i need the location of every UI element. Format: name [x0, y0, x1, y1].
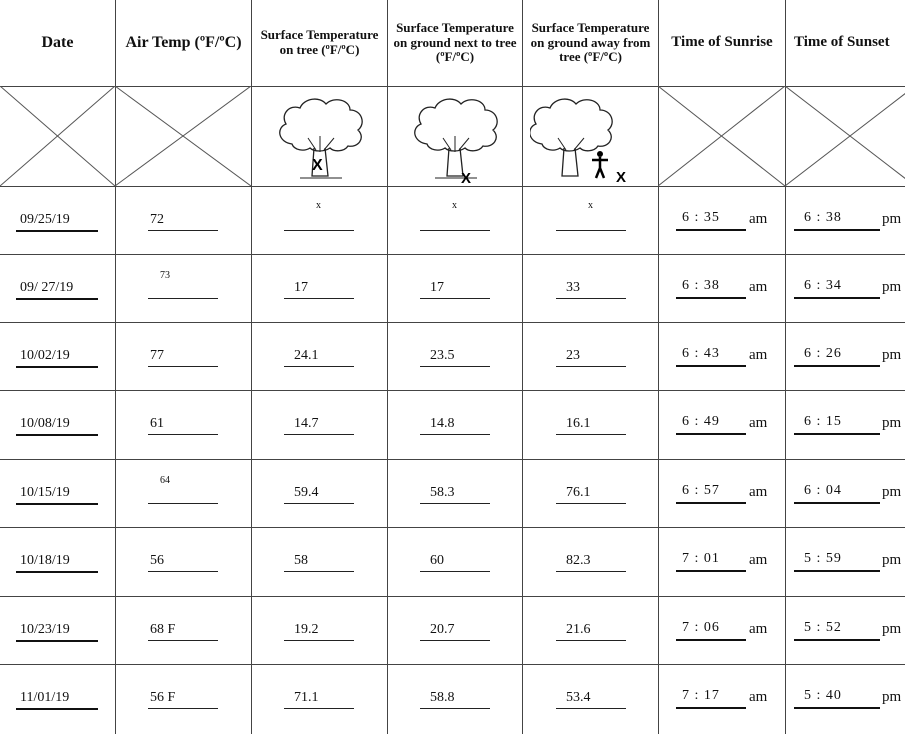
sunset-ampm: pm [882, 211, 902, 227]
air-temp-value: 68 F [150, 622, 176, 637]
sunset-underline [794, 570, 880, 572]
col-divider [387, 0, 388, 734]
crossed-cell-sunrise [658, 86, 785, 186]
surface-tree-underline [284, 708, 354, 709]
air-temp-underline [148, 366, 218, 367]
air-temp-underline [148, 640, 218, 641]
surface-tree-underline [284, 298, 354, 299]
sunrise-ampm: am [749, 211, 768, 227]
date-underline [16, 708, 98, 710]
crossed-cell-sunset [785, 86, 905, 186]
surface-away-underline [556, 298, 626, 299]
surface-tree-value: 19.2 [294, 622, 319, 637]
sunrise-time: 7 : 01 [682, 551, 720, 566]
ground-away-x-mark: X [616, 169, 627, 184]
surface-away-underline [556, 230, 626, 231]
sunrise-underline [676, 433, 746, 435]
sunrise-underline [676, 365, 746, 367]
sunrise-ampm: am [749, 279, 768, 295]
sunset-underline [794, 639, 880, 641]
sunset-ampm: pm [882, 347, 902, 363]
date-value: 10/08/19 [20, 416, 70, 431]
surface-next-value: 14.8 [430, 416, 455, 431]
air-temp-underline [148, 298, 218, 299]
surface-next-underline [420, 230, 490, 231]
air-temp-underline [148, 708, 218, 709]
date-value: 09/25/19 [20, 212, 70, 227]
air-temp-value: 64 [160, 475, 170, 486]
sunset-time: 6 : 26 [804, 346, 842, 361]
surface-tree-value: 59.4 [294, 485, 319, 500]
surface-away-underline [556, 503, 626, 504]
surface-tree-value: 24.1 [294, 348, 319, 363]
row-divider [0, 186, 905, 187]
sunrise-underline [676, 229, 746, 231]
date-value: 09/ 27/19 [20, 280, 74, 295]
sunrise-ampm: am [749, 415, 768, 431]
sunset-underline [794, 229, 880, 231]
surface-tree-value: x [316, 200, 321, 211]
air-temp-value: 73 [160, 270, 170, 281]
surface-away-value: 33 [566, 280, 580, 295]
ground-next-x-mark: X [461, 170, 472, 184]
row-divider [0, 596, 905, 597]
surface-tree-underline [284, 230, 354, 231]
air-temp-value: 77 [150, 348, 164, 363]
surface-next-value: 23.5 [430, 348, 455, 363]
sunrise-time: 6 : 38 [682, 278, 720, 293]
sunset-time: 6 : 34 [804, 278, 842, 293]
header-surface-away: Surface Temperature on ground away from tree (ºF/ºC) [530, 19, 651, 65]
air-temp-underline [148, 230, 218, 231]
crossed-cell-air [115, 86, 251, 186]
sunrise-underline [676, 502, 746, 504]
sunrise-time: 6 : 43 [682, 346, 720, 361]
row-divider [0, 664, 905, 665]
tree-on-tree-icon [270, 92, 370, 184]
surface-next-underline [420, 366, 490, 367]
surface-away-value: 82.3 [566, 553, 591, 568]
surface-tree-value: 58 [294, 553, 308, 568]
sunset-time: 6 : 38 [804, 210, 842, 225]
air-temp-value: 56 [150, 553, 164, 568]
date-underline [16, 230, 98, 232]
surface-next-underline [420, 708, 490, 709]
surface-away-value: 23 [566, 348, 580, 363]
sunset-underline [794, 707, 880, 709]
surface-next-value: 60 [430, 553, 444, 568]
air-temp-underline [148, 571, 218, 572]
row-divider [0, 322, 905, 323]
header-air-temp: Air Temp (ºF/ºC) [125, 33, 242, 51]
sunrise-time: 6 : 49 [682, 414, 720, 429]
sunset-ampm: pm [882, 279, 902, 295]
surface-away-underline [556, 434, 626, 435]
row-divider [0, 390, 905, 391]
sunrise-underline [676, 707, 746, 709]
air-temp-underline [148, 434, 218, 435]
person-icon [597, 151, 603, 157]
surface-tree-underline [284, 434, 354, 435]
sunset-time: 6 : 04 [804, 483, 842, 498]
header-date: Date [41, 33, 74, 51]
sunrise-time: 6 : 57 [682, 483, 720, 498]
surface-away-value: 16.1 [566, 416, 591, 431]
surface-away-value: x [588, 200, 593, 211]
surface-away-underline [556, 366, 626, 367]
date-underline [16, 503, 98, 505]
surface-next-underline [420, 434, 490, 435]
header-surface-tree: Surface Temperature on tree (ºF/ºC) [260, 27, 379, 57]
surface-away-value: 21.6 [566, 622, 591, 637]
surface-next-value: x [452, 200, 457, 211]
sunrise-ampm: am [749, 484, 768, 500]
surface-next-underline [420, 640, 490, 641]
surface-away-value: 53.4 [566, 690, 591, 705]
date-value: 10/15/19 [20, 485, 70, 500]
col-divider [522, 0, 523, 734]
sunset-ampm: pm [882, 484, 902, 500]
date-value: 10/23/19 [20, 622, 70, 637]
surface-tree-underline [284, 571, 354, 572]
crossed-cell-date [0, 86, 115, 186]
date-underline [16, 434, 98, 436]
surface-next-underline [420, 503, 490, 504]
sunset-time: 5 : 59 [804, 551, 842, 566]
air-temp-value: 56 F [150, 690, 176, 705]
sunset-underline [794, 433, 880, 435]
surface-tree-underline [284, 366, 354, 367]
date-value: 11/01/19 [20, 690, 70, 705]
sunset-ampm: pm [882, 552, 902, 568]
header-sunrise: Time of Sunrise [671, 34, 773, 51]
sunrise-ampm: am [749, 552, 768, 568]
sunset-ampm: pm [882, 689, 902, 705]
surface-next-underline [420, 298, 490, 299]
tree-next-icon [405, 92, 505, 184]
sunset-ampm: pm [882, 621, 902, 637]
date-value: 10/18/19 [20, 553, 70, 568]
surface-tree-value: 17 [294, 280, 308, 295]
date-underline [16, 640, 98, 642]
sunrise-underline [676, 297, 746, 299]
sunrise-ampm: am [749, 347, 768, 363]
tree-x-mark: X [312, 157, 323, 174]
row-divider [0, 459, 905, 460]
surface-away-underline [556, 571, 626, 572]
sunset-time: 5 : 40 [804, 688, 842, 703]
sunrise-time: 7 : 06 [682, 620, 720, 635]
surface-next-value: 58.3 [430, 485, 455, 500]
surface-next-value: 58.8 [430, 690, 455, 705]
tree-away-icon [530, 92, 655, 184]
sunset-underline [794, 502, 880, 504]
surface-tree-value: 14.7 [294, 416, 319, 431]
surface-tree-underline [284, 640, 354, 641]
sunset-underline [794, 297, 880, 299]
sunset-underline [794, 365, 880, 367]
surface-away-underline [556, 708, 626, 709]
col-divider [251, 0, 252, 734]
sunrise-time: 7 : 17 [682, 688, 720, 703]
sunrise-ampm: am [749, 689, 768, 705]
date-value: 10/02/19 [20, 348, 70, 363]
surface-next-value: 17 [430, 280, 444, 295]
header-surface-next: Surface Temperature on ground next to tree (ºF/ºC) [393, 19, 517, 65]
surface-next-underline [420, 571, 490, 572]
air-temp-value: 61 [150, 416, 164, 431]
sunset-time: 5 : 52 [804, 620, 842, 635]
sunrise-underline [676, 639, 746, 641]
row-divider [0, 527, 905, 528]
sunrise-time: 6 : 35 [682, 210, 720, 225]
sunrise-ampm: am [749, 621, 768, 637]
surface-tree-underline [284, 503, 354, 504]
row-divider [0, 254, 905, 255]
surface-next-value: 20.7 [430, 622, 455, 637]
sunset-time: 6 : 15 [804, 414, 842, 429]
surface-away-value: 76.1 [566, 485, 591, 500]
date-underline [16, 366, 98, 368]
header-sunset: Time of Sunset [794, 34, 890, 51]
sunset-ampm: pm [882, 415, 902, 431]
date-underline [16, 298, 98, 300]
sunrise-underline [676, 570, 746, 572]
date-underline [16, 571, 98, 573]
surface-tree-value: 71.1 [294, 690, 319, 705]
surface-away-underline [556, 640, 626, 641]
air-temp-value: 72 [150, 212, 164, 227]
air-temp-underline [148, 503, 218, 504]
